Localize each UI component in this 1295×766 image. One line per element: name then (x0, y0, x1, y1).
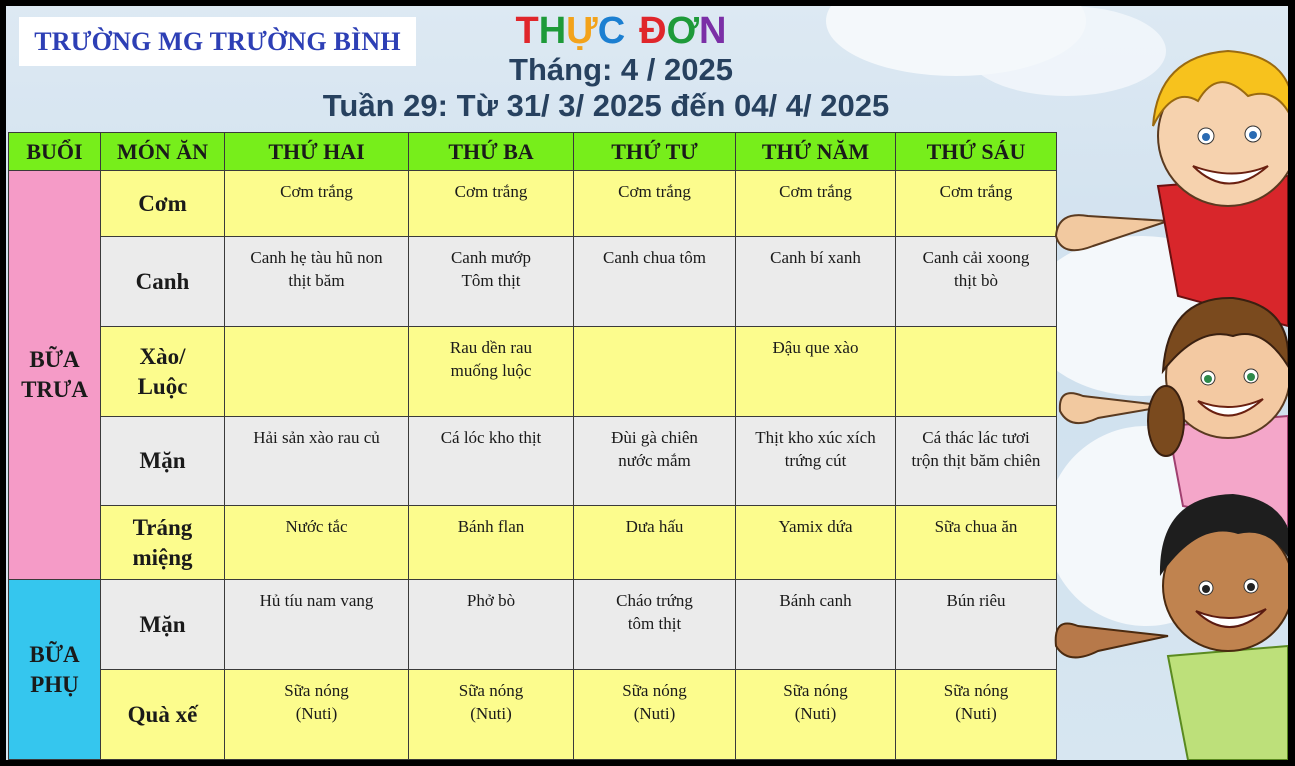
menu-cell-text (574, 670, 735, 725)
menu-cell (896, 506, 1057, 580)
text-line: (Nuti) (955, 704, 997, 723)
menu-cell-text (409, 670, 573, 725)
menu-cell (574, 327, 736, 417)
text-line: Canh bí xanh (770, 248, 861, 267)
menu-cell-text (896, 506, 1056, 538)
menu-cell-text (896, 670, 1056, 725)
text-line: (Nuti) (794, 704, 837, 723)
menu-cell-text (574, 237, 735, 269)
menu-cell-text (225, 171, 408, 203)
text-line: Canh chua tôm (603, 248, 706, 267)
text-line: tôm thịt (627, 614, 682, 633)
menu-cell (225, 670, 409, 760)
title-letter: N (699, 10, 727, 52)
menu-cell (409, 417, 574, 506)
menu-cell (896, 327, 1057, 417)
school-name: TRƯỜNG MG TRƯỜNG BÌNH (34, 26, 401, 56)
menu-cell (736, 237, 896, 327)
text-line: Cá lóc kho thịt (440, 428, 542, 447)
text-line: Mặn (139, 448, 186, 473)
menu-cell-text (736, 327, 895, 359)
text-line: Canh hẹ tàu hũ non (250, 248, 383, 267)
menu-cell-text (225, 327, 408, 336)
menu-cell-text (225, 237, 408, 292)
text-line: Dưa hấu (625, 517, 684, 536)
menu-cell-text (896, 327, 1056, 336)
text-line: Đùi gà chiên (611, 428, 698, 447)
menu-row (9, 237, 1057, 327)
text-line: Cơm trắng (779, 182, 852, 201)
text-line: Tráng (132, 514, 193, 540)
menu-cell (225, 237, 409, 327)
text-line: Cháo trứng (616, 591, 693, 610)
text-line: Sữa chua ăn (934, 517, 1018, 536)
dish-category (101, 171, 225, 237)
text-line: Cơm trắng (280, 182, 353, 201)
title-letter: H (538, 10, 567, 52)
column-header: THỨ BA (409, 133, 574, 171)
text-line: Thịt kho xúc xích (755, 428, 876, 447)
text-line: PHỤ (30, 671, 79, 697)
text-line: Sữa nóng (458, 681, 524, 700)
text-line: Canh (135, 268, 190, 294)
menu-row (9, 327, 1057, 417)
text-line: thịt bò (954, 271, 998, 290)
menu-cell-text (225, 670, 408, 725)
menu-cell (225, 506, 409, 580)
month-line: Tháng: 4 / 2025 (509, 52, 733, 87)
column-header: MÓN ĂN (101, 133, 225, 171)
text-line: trứng cút (784, 451, 847, 470)
menu-cell-text (225, 417, 408, 449)
menu-cell (574, 580, 736, 670)
menu-cell-text (736, 580, 895, 612)
menu-title (406, 10, 836, 52)
column-header: THỨ TƯ (574, 133, 736, 171)
dish-category (101, 506, 225, 580)
menu-cell-text (736, 171, 895, 203)
menu-cell-text (736, 670, 895, 725)
text-line: (Nuti) (633, 704, 676, 723)
menu-cell (409, 237, 574, 327)
text-line: nước mắm (618, 451, 691, 470)
menu-cell (574, 237, 736, 327)
header-row (9, 133, 1057, 171)
menu-cell-text (896, 580, 1056, 612)
text-line: Đậu que xào (772, 338, 859, 357)
menu-cell-text (574, 506, 735, 538)
title-letter: Ự (566, 10, 598, 52)
text-line: Bún riêu (946, 591, 1006, 610)
text-line: Sữa nóng (622, 681, 687, 700)
session-label (9, 580, 101, 760)
text-line: Canh mướp (450, 248, 532, 267)
title-letter: C (597, 10, 626, 52)
text-line: trộn thịt băm chiên (911, 451, 1041, 470)
text-line: Cơm trắng (939, 182, 1013, 201)
text-line: Cơm trắng (618, 182, 691, 201)
text-line: muống luộc (450, 361, 532, 380)
menu-cell (896, 171, 1057, 237)
text-line: Sữa nóng (783, 681, 848, 700)
menu-cell (736, 506, 896, 580)
menu-cell (225, 580, 409, 670)
menu-cell-text (409, 417, 573, 449)
column-header: THỨ SÁU (896, 133, 1057, 171)
menu-cell-text (225, 506, 408, 538)
text-line: BỮA (29, 347, 80, 372)
text-line: Mặn (139, 611, 186, 637)
menu-cell (736, 327, 896, 417)
menu-cell-text (896, 171, 1056, 203)
menu-cell (896, 580, 1057, 670)
text-line: BỮA (29, 641, 80, 667)
dish-category (101, 417, 225, 506)
menu-cell (574, 417, 736, 506)
text-line: Tôm thịt (461, 271, 521, 290)
menu-cell (409, 171, 574, 237)
text-line: TRƯA (21, 377, 88, 402)
menu-cell-text (574, 327, 735, 336)
menu-cell (409, 580, 574, 670)
text-line: Sữa nóng (284, 681, 349, 700)
text-line: Cơm trắng (454, 182, 528, 201)
menu-poster (6, 6, 1288, 760)
menu-cell (574, 171, 736, 237)
menu-row (9, 417, 1057, 506)
text-line: Phở bò (466, 591, 516, 610)
cartoon-children-illustration (1048, 6, 1288, 760)
menu-cell (409, 327, 574, 417)
text-line: Canh cải xoong (922, 248, 1030, 267)
menu-row (9, 506, 1057, 580)
menu-cell (736, 417, 896, 506)
menu-cell (225, 171, 409, 237)
text-line: Hải sản xào rau củ (253, 428, 380, 447)
menu-cell-text (409, 171, 573, 203)
school-name-box (19, 17, 416, 66)
column-header: THỨ NĂM (736, 133, 896, 171)
text-line: Cá thác lác tươi (922, 428, 1030, 447)
text-line: Luộc (137, 373, 188, 399)
menu-cell-text (896, 237, 1056, 292)
menu-cell (736, 580, 896, 670)
session-label (9, 171, 101, 580)
menu-cell (896, 237, 1057, 327)
menu-cell (225, 417, 409, 506)
text-line: Nước tắc (285, 517, 348, 536)
text-line: Yamix dứa (778, 517, 853, 536)
text-line: thịt băm (288, 271, 345, 290)
menu-cell-text (574, 417, 735, 472)
menu-cell-text (409, 580, 573, 612)
menu-row (9, 670, 1057, 760)
title-letter: T (515, 10, 539, 52)
menu-cell-text (736, 506, 895, 538)
column-header: BUỔI (9, 133, 101, 171)
text-line: Rau dền rau (449, 338, 533, 357)
menu-cell (225, 327, 409, 417)
menu-cell-text (409, 506, 573, 538)
menu-cell-text (736, 237, 895, 269)
title-letter: Đ (639, 10, 667, 52)
menu-cell-text (574, 171, 735, 203)
menu-cell (736, 171, 896, 237)
menu-row (9, 171, 1057, 237)
menu-cell (409, 670, 574, 760)
menu-cell-text (896, 417, 1056, 472)
dish-category (101, 670, 225, 760)
column-header: THỨ HAI (225, 133, 409, 171)
text-line: miệng (132, 544, 193, 570)
text-line: Cơm (138, 190, 187, 216)
menu-cell-text (409, 327, 573, 382)
menu-cell (409, 506, 574, 580)
menu-cell (736, 670, 896, 760)
dish-category (101, 580, 225, 670)
text-line: Xào/ (139, 343, 186, 369)
week-line: Tuần 29: Từ 31/ 3/ 2025 đến 04/ 4/ 2025 (322, 88, 890, 123)
text-line: (Nuti) (470, 704, 512, 723)
menu-cell-text (409, 237, 573, 292)
menu-cell-text (736, 417, 895, 472)
title-letter: Ơ (666, 10, 700, 52)
text-line: Sữa nóng (943, 681, 1009, 700)
dish-category (101, 237, 225, 327)
menu-cell-text (574, 580, 735, 635)
menu-cell (574, 506, 736, 580)
menu-cell (896, 670, 1057, 760)
menu-cell (896, 417, 1057, 506)
text-line: Hủ tíu nam vang (259, 591, 374, 610)
text-line: Bánh flan (457, 517, 525, 536)
text-line: Bánh canh (779, 591, 852, 610)
text-line: (Nuti) (295, 704, 338, 723)
dish-category (101, 327, 225, 417)
menu-cell-text (225, 580, 408, 612)
menu-row (9, 580, 1057, 670)
text-line: Quà xế (127, 701, 198, 727)
menu-cell (574, 670, 736, 760)
weekly-menu-table (8, 132, 1057, 760)
